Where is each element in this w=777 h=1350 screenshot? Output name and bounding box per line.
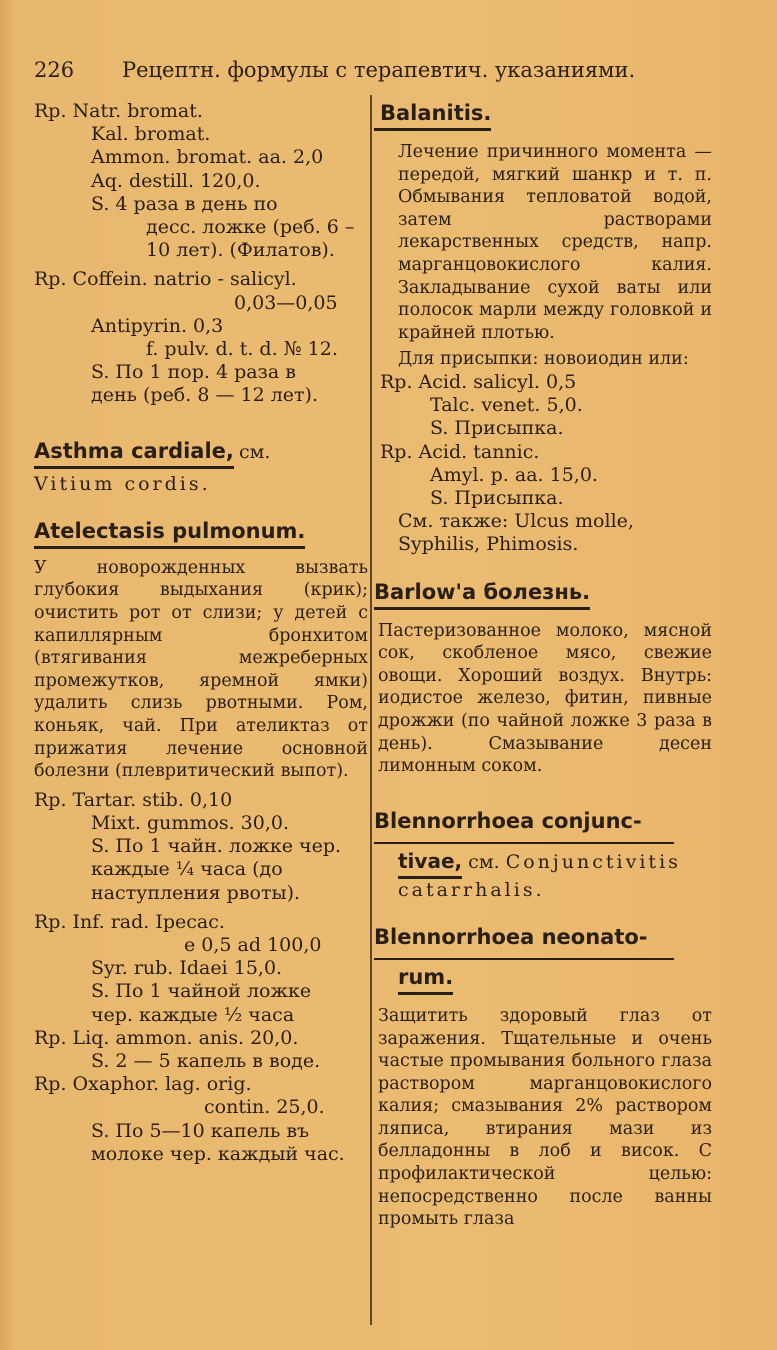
recipe-line: день (реб. 8 — 12 лет). — [91, 384, 318, 407]
recipe-line: десс. ложке (реб. 6 – — [146, 216, 355, 239]
recipe-line: Antipyrin. 0,3 — [91, 314, 224, 337]
page-number: 226 — [34, 58, 75, 82]
recipe-line: Aq. destill. 120,0. — [91, 169, 261, 192]
recipe-line: Mixt. gummos. 30,0. — [91, 811, 290, 834]
recipe-line: S. Присыпка. — [430, 417, 564, 440]
section-blennorrhoea-conjunctivae — [374, 808, 712, 902]
recipe-ipecac — [34, 911, 368, 1027]
running-title: Рецептн. формулы с терапевтич. указаниями. — [122, 58, 636, 82]
see-also: См. также: Ulcus molle, Syphilis, Phimosis. — [398, 510, 634, 556]
section-heading: Balanitis. — [374, 100, 491, 131]
see-label: см. — [239, 440, 271, 463]
section-heading-cont: rum. — [398, 964, 453, 995]
recipe-line: Kal. bromat. — [91, 123, 211, 146]
recipe-line: 0,03—0,05 — [234, 291, 338, 314]
left-column — [34, 100, 368, 1166]
recipe-bromide — [34, 100, 368, 262]
recipe-tartar — [34, 789, 368, 905]
recipe-line: Rp. Liq. ammon. anis. 20,0. — [34, 1026, 299, 1049]
section-balanitis — [374, 100, 712, 557]
see-reference: Vitium cordis. — [34, 472, 211, 495]
section-note: Для присыпки: новоиодин или: — [398, 349, 689, 370]
section-barlow — [374, 579, 712, 778]
column-divider — [370, 95, 372, 1325]
recipe-line: Rp. Coffein. natrio - salicyl. — [34, 268, 297, 291]
section-text: Пастеризованное молоко, мясной сок, скобленое мясо, свежие овощи. Хороший воздух. Внутрь: иодистое железо, фитин, пивные дрожжи (по чайной ложке 3 раза в день). Смазывание десен лимонным соком. — [378, 620, 712, 777]
recipe-line: S. По 1 пор. 4 раза в — [91, 361, 296, 384]
section-heading: Atelectasis pulmonum. — [34, 518, 305, 549]
recipe-line: каждые ¼ часа (до наступления рвоты). — [91, 858, 301, 904]
recipe-salicyl — [374, 371, 712, 441]
recipe-line: S. По 5—10 капель въ молоке чер. каждый час. — [91, 1119, 345, 1165]
recipe-line: contin. 25,0. — [204, 1096, 325, 1119]
section-blennorrhoea-neonatorum — [374, 924, 712, 1231]
section-heading: Asthma cardiale, — [34, 438, 234, 469]
section-atelectasis — [34, 518, 368, 1166]
recipe-line: Syr. rub. Idaei 15,0. — [91, 957, 283, 980]
right-column — [374, 100, 712, 1231]
recipe-line: чер. каждые ½ часа — [91, 1003, 295, 1026]
section-asthma — [34, 438, 368, 496]
section-heading: Blennorrhoea conjunc- — [374, 808, 642, 833]
recipe-line: f. pulv. d. t. d. № 12. — [146, 338, 338, 361]
recipe-line: Rp. Acid. tannic. — [380, 440, 540, 463]
page-header — [34, 58, 754, 82]
recipe-line: S. 4 раза в день по — [91, 192, 278, 215]
section-heading: Barlow'a болезнь. — [374, 579, 590, 610]
see-reference: Conjunctivitis catarrhalis. — [398, 850, 681, 901]
recipe-line: 10 лет). (Филатов). — [146, 239, 335, 262]
section-text: У новорожденных вызвать глубокия выдыхания (крик); очистить рот от слизи; у детей с капиллярным бронхитом (втягивания межреберных промежутков, яремной ямки) удалить слизь рвотными. Ром, коньяк, чай. При ателиктаз от прижатия лечение основной болезни (плевритический выпот). — [34, 557, 368, 782]
recipe-line: Ammon. bromat. aa. 2,0 — [91, 146, 324, 169]
section-text: Защитить здоровый глаз от заражения. Тщательные и очень частые промывания больного глаза раствором марганцовокислого калия; смазывания 2% раствором ляписа, втирания мази из белладонны в лоб и висок. С профилактической целью: непосредственно после ванны промыть глаза — [378, 1005, 712, 1230]
recipe-line: Talc. venet. 5,0. — [430, 394, 583, 417]
recipe-line: Rp. Inf. rad. Ipecac. — [34, 910, 225, 933]
recipe-line: S. По 1 чайной ложке — [91, 980, 312, 1003]
section-text: Лечение причинного момента —передой, мягкий шанкр и т. п. Обмывания тепловатой водой, затем растворами лекарственных средств, напр. марганцовокислого калия. Закладывание сухой ваты или полосок марли между головкой и крайней плотью. — [398, 142, 712, 343]
recipe-line: S. 2 — 5 капель в воде. — [91, 1050, 321, 1073]
recipe-line: e 0,5 ad 100,0 — [184, 934, 322, 956]
section-heading-cont: tivae, — [398, 848, 462, 879]
recipe-line: Rp. Natr. bromat. — [34, 100, 203, 122]
recipe-line: Rp. Tartar. stib. 0,10 — [34, 788, 233, 811]
recipe-oxaphor — [34, 1073, 368, 1166]
see-label: см. — [468, 850, 500, 873]
recipe-tannic — [374, 441, 712, 511]
recipe-coffein — [34, 268, 368, 407]
recipe-line: S. По 1 чайн. ложке чер. — [91, 835, 342, 858]
section-heading: Blennorrhoea neonato- — [374, 924, 648, 949]
recipe-line: S. Присыпка. — [430, 486, 564, 509]
recipe-line: Rp. Oxaphor. lag. orig. — [34, 1073, 252, 1096]
recipe-line: Amyl. p. aa. 15,0. — [430, 463, 598, 486]
recipe-line: Rp. Acid. salicyl. 0,5 — [380, 370, 577, 393]
recipe-ammon — [34, 1027, 368, 1073]
